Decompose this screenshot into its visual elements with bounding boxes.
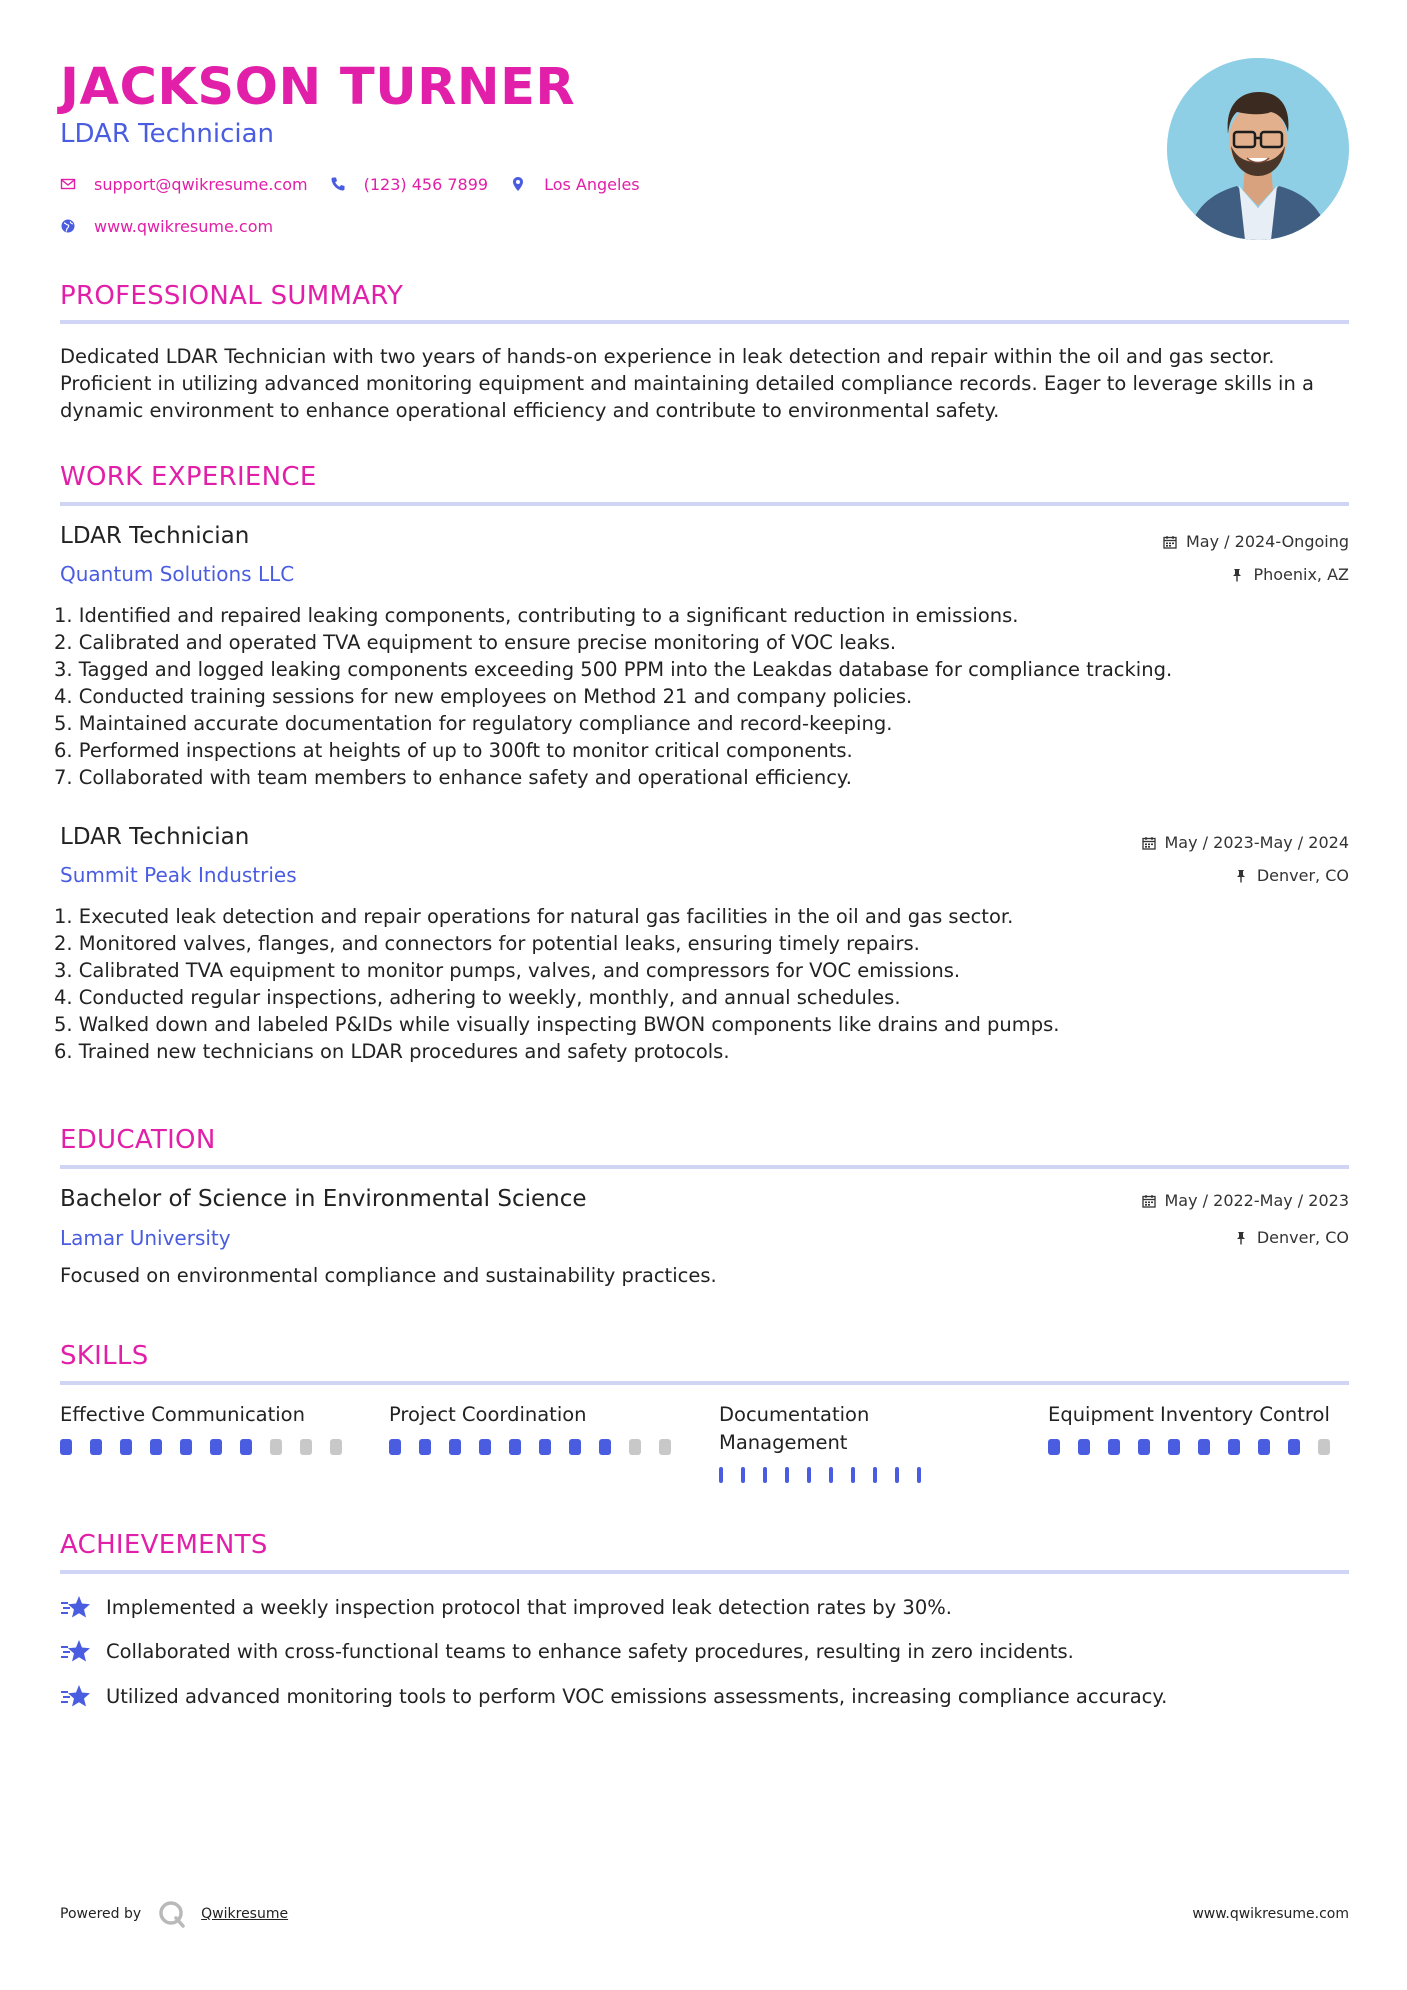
skill-name: Documentation Management xyxy=(719,1403,870,1454)
list-item: 3. Calibrated TVA equipment to monitor pumps, valves, and compressors for VOC emissions. xyxy=(54,959,961,982)
rating-dot-filled xyxy=(1078,1439,1090,1455)
job-location xyxy=(1234,866,1349,885)
skill-item xyxy=(389,1401,689,1455)
skill-rating xyxy=(60,1439,360,1455)
achievement-text: Collaborated with cross-functional teams to enhance safety procedures, resulting in zero incidents. xyxy=(106,1639,1074,1663)
rating-dot-filled xyxy=(895,1467,899,1483)
responsibility-list xyxy=(54,903,1349,1065)
profile-photo xyxy=(1167,58,1349,240)
pushpin-icon xyxy=(1234,869,1248,883)
list-item: 3. Tagged and logged leaking components exceeding 500 PPM into the Leakdas database for compliance tracking. xyxy=(54,658,1173,681)
rating-dot-filled xyxy=(479,1439,491,1455)
rating-dot-filled xyxy=(1198,1439,1210,1455)
pushpin-icon xyxy=(1234,1231,1248,1245)
globe-icon xyxy=(60,218,76,234)
footer-url[interactable]: www.qwikresume.com xyxy=(1192,1906,1349,1922)
skill-name: Effective Communication xyxy=(60,1403,305,1426)
list-item: 5. Maintained accurate documentation for regulatory compliance and record-keeping. xyxy=(54,712,893,735)
section-divider xyxy=(60,1165,1349,1169)
list-item: 7. Collaborated with team members to enhance safety and operational efficiency. xyxy=(54,766,852,789)
job-location xyxy=(1230,565,1349,584)
rating-dot-filled xyxy=(1108,1439,1120,1455)
candidate-name: JACKSON TURNER xyxy=(60,58,576,117)
list-item: 6. Trained new technicians on LDAR procedures and safety protocols. xyxy=(54,1040,730,1063)
rating-dot-empty xyxy=(1318,1439,1330,1455)
qwikresume-logo-icon xyxy=(157,1899,187,1929)
company-name: Quantum Solutions LLC xyxy=(60,562,295,586)
achievements-heading: ACHIEVEMENTS xyxy=(60,1530,268,1560)
pushpin-icon xyxy=(1230,568,1244,582)
experience-heading: WORK EXPERIENCE xyxy=(60,462,317,492)
list-item: 1. Executed leak detection and repair operations for natural gas facilities in the oil and gas sector. xyxy=(54,905,1014,928)
education-location xyxy=(1234,1228,1349,1247)
rating-dot-filled xyxy=(829,1467,833,1483)
map-pin-icon xyxy=(510,176,526,192)
rating-dot-filled xyxy=(1258,1439,1270,1455)
rating-dot-filled xyxy=(539,1439,551,1455)
contact-website[interactable] xyxy=(60,217,273,236)
achievement-item xyxy=(60,1638,1074,1664)
rating-dot-filled xyxy=(785,1467,789,1483)
rating-dot-empty xyxy=(659,1439,671,1455)
skill-rating xyxy=(389,1439,689,1455)
contact-phone[interactable] xyxy=(330,175,488,194)
rating-dot-filled xyxy=(150,1439,162,1455)
contact-row xyxy=(60,172,662,196)
job-title: LDAR Technician xyxy=(60,824,250,850)
section-divider xyxy=(60,320,1349,324)
location-text: Denver, CO xyxy=(1256,866,1349,885)
education-heading: EDUCATION xyxy=(60,1125,216,1155)
education-dates xyxy=(1142,1191,1350,1210)
star-icon xyxy=(60,1638,92,1664)
list-item: 2. Monitored valves, flanges, and connectors for potential leaks, ensuring timely repairs. xyxy=(54,932,920,955)
rating-dot-filled xyxy=(599,1439,611,1455)
responsibility-list xyxy=(54,602,1349,791)
rating-dot-filled xyxy=(389,1439,401,1455)
location-text: Denver, CO xyxy=(1256,1228,1349,1247)
rating-dot-filled xyxy=(509,1439,521,1455)
achievement-text: Implemented a weekly inspection protocol that improved leak detection rates by 30%. xyxy=(106,1595,952,1619)
achievement-text: Utilized advanced monitoring tools to perform VOC emissions assessments, increasing compliance accuracy. xyxy=(106,1684,1168,1708)
job-dates xyxy=(1142,833,1350,852)
calendar-icon xyxy=(1142,836,1156,850)
skill-name: Project Coordination xyxy=(389,1403,587,1426)
contact-email[interactable] xyxy=(60,175,308,194)
rating-dot-filled xyxy=(719,1467,723,1483)
rating-dot-filled xyxy=(851,1467,855,1483)
brand-link[interactable]: Qwikresume xyxy=(201,1906,289,1922)
job-title: LDAR Technician xyxy=(60,523,250,549)
calendar-icon xyxy=(1142,1194,1156,1208)
rating-dot-filled xyxy=(180,1439,192,1455)
school-name: Lamar University xyxy=(60,1226,231,1250)
website-text: www.qwikresume.com xyxy=(94,216,274,236)
rating-dot-filled xyxy=(873,1467,877,1483)
rating-dot-filled xyxy=(1048,1439,1060,1455)
phone-text: (123) 456 7899 xyxy=(363,174,489,194)
achievement-item xyxy=(60,1594,952,1620)
rating-dot-filled xyxy=(60,1439,72,1455)
skill-name: Equipment Inventory Control xyxy=(1048,1403,1330,1426)
list-item: 4. Conducted training sessions for new employees on Method 21 and company policies. xyxy=(54,685,913,708)
skill-rating xyxy=(1048,1439,1348,1455)
summary-heading: PROFESSIONAL SUMMARY xyxy=(60,281,404,311)
footer-powered-by xyxy=(60,1899,288,1929)
location-text: Los Angeles xyxy=(544,174,640,194)
rating-dot-empty xyxy=(330,1439,342,1455)
list-item: 2. Calibrated and operated TVA equipment to ensure precise monitoring of VOC leaks. xyxy=(54,631,897,654)
list-item: 4. Conducted regular inspections, adhering to weekly, monthly, and annual schedules. xyxy=(54,986,901,1009)
skill-item xyxy=(60,1401,360,1455)
list-item: 1. Identified and repaired leaking components, contributing to a significant reduction in emissions. xyxy=(54,604,1019,627)
list-item: 5. Walked down and labeled P&IDs while visually inspecting BWON components like drains and pumps. xyxy=(54,1013,1060,1036)
skill-item xyxy=(719,1401,939,1483)
rating-dot-filled xyxy=(120,1439,132,1455)
rating-dot-filled xyxy=(90,1439,102,1455)
candidate-role: LDAR Technician xyxy=(60,119,275,149)
degree-title: Bachelor of Science in Environmental Science xyxy=(60,1186,587,1212)
rating-dot-filled xyxy=(741,1467,745,1483)
rating-dot-filled xyxy=(210,1439,222,1455)
rating-dot-filled xyxy=(1138,1439,1150,1455)
rating-dot-filled xyxy=(1288,1439,1300,1455)
rating-dot-filled xyxy=(449,1439,461,1455)
section-divider xyxy=(60,502,1349,506)
dates-text: May / 2024-Ongoing xyxy=(1186,532,1349,551)
star-icon xyxy=(60,1594,92,1620)
rating-dot-filled xyxy=(917,1467,921,1483)
rating-dot-filled xyxy=(419,1439,431,1455)
company-name: Summit Peak Industries xyxy=(60,863,297,887)
phone-icon xyxy=(330,176,346,192)
dates-text: May / 2023-May / 2024 xyxy=(1164,833,1349,852)
section-divider xyxy=(60,1381,1349,1385)
section-divider xyxy=(60,1570,1349,1574)
rating-dot-filled xyxy=(763,1467,767,1483)
rating-dot-filled xyxy=(569,1439,581,1455)
rating-dot-filled xyxy=(1168,1439,1180,1455)
email-text: support@qwikresume.com xyxy=(94,174,308,194)
rating-dot-filled xyxy=(1228,1439,1240,1455)
rating-dot-filled xyxy=(240,1439,252,1455)
education-description: Focused on environmental compliance and sustainability practices. xyxy=(60,1264,717,1287)
list-item: 6. Performed inspections at heights of up to 300ft to monitor critical components. xyxy=(54,739,853,762)
powered-by-label: Powered by xyxy=(60,1906,142,1922)
calendar-icon xyxy=(1163,535,1177,549)
job-dates xyxy=(1163,532,1349,551)
contact-location xyxy=(510,175,640,194)
rating-dot-empty xyxy=(300,1439,312,1455)
achievement-item xyxy=(60,1683,1167,1709)
rating-dot-empty xyxy=(629,1439,641,1455)
skill-item xyxy=(1048,1401,1348,1455)
contact-row-web xyxy=(60,214,295,238)
star-icon xyxy=(60,1683,92,1709)
skill-rating xyxy=(719,1467,939,1483)
rating-dot-filled xyxy=(807,1467,811,1483)
rating-dot-empty xyxy=(270,1439,282,1455)
skills-heading: SKILLS xyxy=(60,1341,149,1371)
envelope-icon xyxy=(60,176,76,192)
location-text: Phoenix, AZ xyxy=(1253,565,1349,584)
dates-text: May / 2022-May / 2023 xyxy=(1164,1191,1349,1210)
summary-text: Dedicated LDAR Technician with two years of hands-on experience in leak detection and repair within the oil and gas sector. Proficient in utilizing advanced monitoring equipment and maintaining detailed compliance records. Eager to leverage skills in a dynamic environment to enhance operational efficiency and contribute to environmental safety. xyxy=(60,345,1314,422)
